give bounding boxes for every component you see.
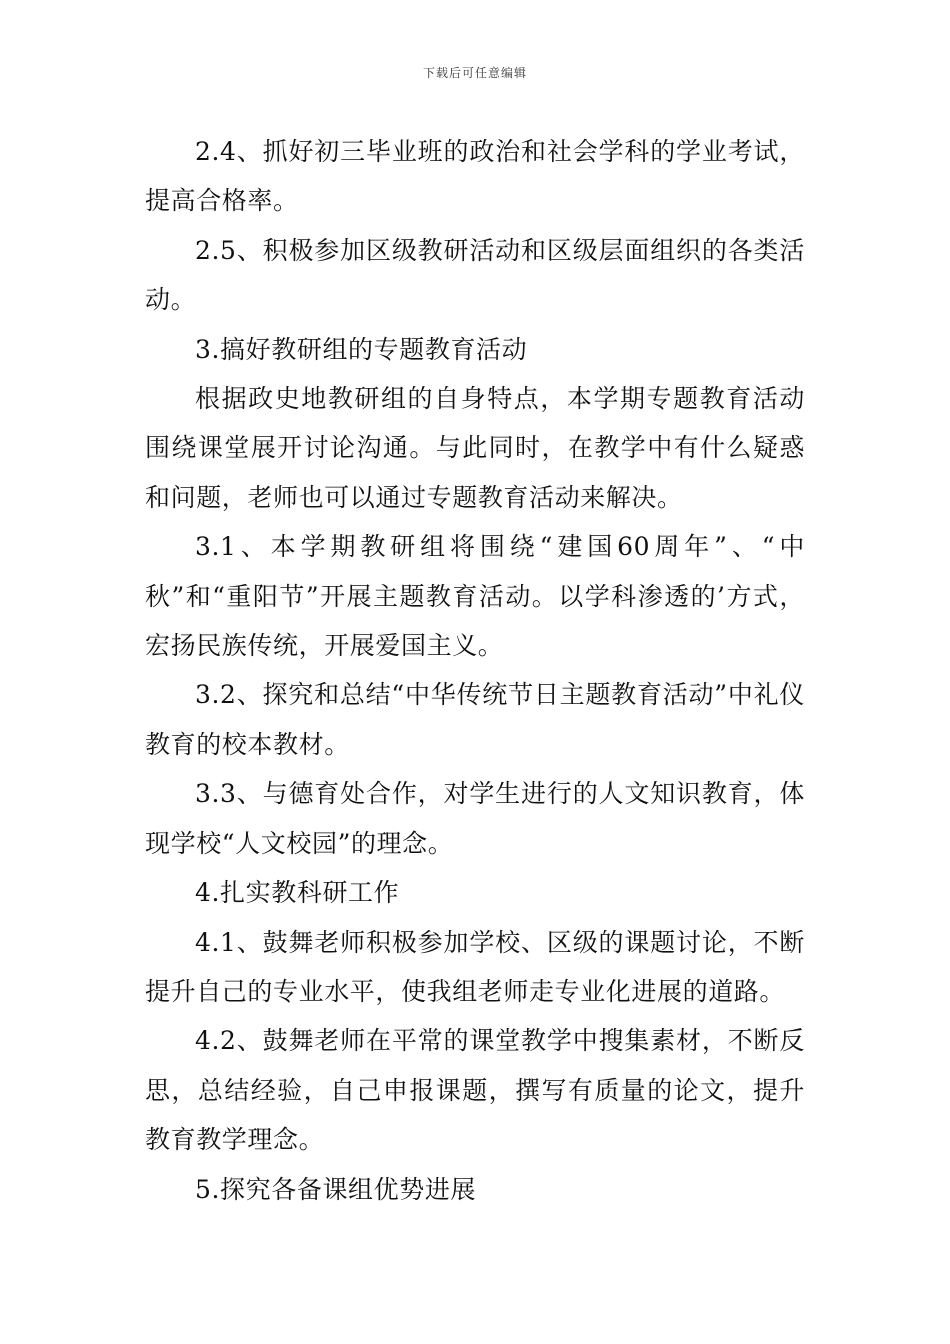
paragraph-4-1: 4.1、鼓舞老师积极参加学校、区级的课题讨论，不断提升自己的专业水平，使我组老师走专业化进展的道路。 xyxy=(145,927,805,1006)
section-heading-4: 4.扎实教科研工作 xyxy=(195,878,400,908)
header-note: 下载后可任意编辑 xyxy=(422,66,527,80)
paragraph-4-2: 4.2、鼓舞老师在平常的课堂教学中搜集素材，不断反思，总结经验，自己申报课题，撰写有质量的论文，提升教育教学理念。 xyxy=(145,1026,805,1155)
document-body xyxy=(145,127,805,1214)
paragraph-2-5: 2.5、积极参加区级教研活动和区级层面组织的各类活动。 xyxy=(145,235,805,315)
paragraph-3-1: 3.1、本学期教研组将围绕“建国60周年”、“中秋”和“重阳节”开展主题教育活动。以学科渗透的’方式，宏扬民族传统，开展爱国主义。 xyxy=(145,532,805,661)
paragraph-2-4: 2.4、抓好初三毕业班的政治和社会学科的学业考试，提高合格率。 xyxy=(145,137,805,216)
section-heading-5: 5.探究各备课组优势进展 xyxy=(195,1174,477,1204)
section-heading-3: 3.搞好教研组的专题教育活动 xyxy=(195,334,528,364)
paragraph-3-2: 3.2、探究和总结“中华传统节日主题教育活动”中礼仪教育的校本教材。 xyxy=(145,680,805,759)
paragraph-3-3: 3.3、与德育处合作，对学生进行的人文知识教育，体现学校“人文校园”的理念。 xyxy=(145,779,805,858)
paragraph-3-intro: 根据政史地教研组的自身特点，本学期专题教育活动围绕课堂展开讨论沟通。与此同时，在教学中有什么疑惑和问题，老师也可以通过专题教育活动来解决。 xyxy=(145,384,805,512)
